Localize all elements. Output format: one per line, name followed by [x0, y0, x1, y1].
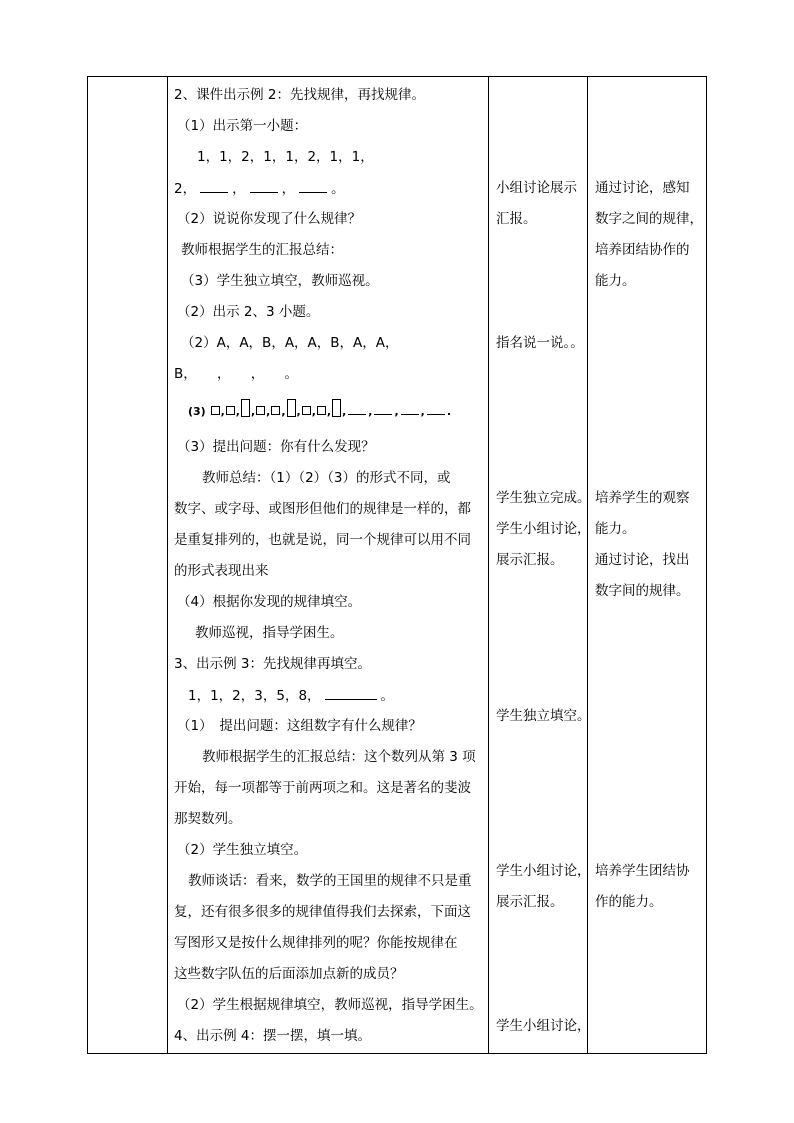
text-line: （2）学生独立填空。	[177, 842, 308, 858]
text-line: 写图形又是按什么规律排列的呢？你能按规律在	[174, 935, 458, 951]
small-square-icon	[226, 406, 235, 415]
text-line: 能力。	[595, 521, 636, 537]
text-line: 的形式表现出来	[174, 563, 269, 579]
fill-blank-line	[188, 687, 394, 704]
text-line: B， ， ， 。	[174, 366, 299, 382]
text-line: （2）说说你发现了什么规律？	[177, 211, 362, 227]
small-square-icon	[271, 406, 280, 415]
text-fragment: 2，	[174, 181, 197, 197]
text-line: 复，还有很多很多的规律值得我们去探索，下面这	[174, 904, 471, 920]
small-square-icon	[211, 406, 220, 415]
text-line: 4、出示例 4：摆一摆，填一填。	[174, 1028, 371, 1044]
text-line: 数字、或字母、或图形但他们的规律是一样的，都	[174, 501, 471, 517]
text-line: 培养学生团结协	[595, 863, 690, 879]
text-line: （4）根据你发现的规律填空。	[177, 594, 362, 610]
text-line: 培养团结协作的	[595, 242, 690, 258]
text-line: 通过讨论，感知	[595, 180, 690, 196]
text-line: 指名说一说。。	[496, 335, 584, 351]
tall-rectangle-icon	[332, 399, 341, 417]
text-line: （3）提出问题：你有什么发现？	[177, 439, 375, 455]
text-fragment: (3)	[188, 405, 206, 418]
text-line: 学生小组讨论，	[496, 863, 591, 879]
text-fragment: 。	[331, 181, 345, 197]
text-line: 那契数列。	[174, 811, 242, 827]
blank	[401, 402, 419, 415]
text-line: 学生小组讨论，	[496, 1018, 591, 1034]
text-fragment: ，	[232, 181, 246, 197]
text-line: （2）学生根据规律填空，教师巡视，指导学困生。	[177, 997, 483, 1013]
text-line: 这些数字队伍的后面添加点新的成员？	[174, 966, 404, 982]
text-fragment: ，	[281, 181, 296, 197]
text-line: （2）A，A，B，A，A，B，A，A，	[181, 335, 399, 351]
text-line: 1，1，2，1，1，2，1，1，	[197, 149, 374, 165]
text-line: 学生独立完成。	[496, 490, 591, 506]
text-line: 能力。	[595, 273, 636, 289]
column-divider	[587, 77, 588, 1053]
text-line: 教师谈话：看来，数学的王国里的规律不只是重	[188, 873, 472, 889]
lesson-table	[87, 76, 707, 1054]
text-line: 数字间的规律。	[595, 583, 690, 599]
text-line: 小组讨论展示	[496, 180, 577, 196]
text-line: 通过讨论，找出	[595, 552, 690, 568]
text-line: 培养学生的观察	[595, 490, 690, 506]
blank	[427, 402, 445, 415]
text-fragment: 1，1，2，3，5，8，	[188, 688, 321, 704]
column-divider	[488, 77, 489, 1053]
blank	[200, 180, 228, 193]
text-line: 教师总结：（1）（2）（3）的形式不同，或	[202, 470, 451, 486]
small-square-icon	[256, 406, 265, 415]
tall-rectangle-icon	[241, 399, 250, 417]
text-line: 教师根据学生的汇报总结：这个数列从第 3 项	[202, 749, 476, 765]
text-line: 展示汇报。	[496, 894, 564, 910]
blank	[348, 402, 366, 415]
text-fragment: 。	[380, 688, 395, 704]
blank	[325, 687, 377, 700]
text-line: 是重复排列的，也就是说，同一个规律可以用不同	[174, 532, 471, 548]
text-line: 教师巡视，指导学困生。	[195, 625, 344, 641]
text-line: 开始，每一项都等于前两项之和。这是著名的斐波	[174, 780, 471, 796]
small-square-icon	[317, 406, 326, 415]
fill-blank-line	[174, 180, 345, 197]
blank	[250, 180, 278, 193]
text-line: （1）出示第一小题：	[177, 118, 308, 134]
column-divider	[167, 77, 168, 1053]
text-line: 学生小组讨论，	[496, 521, 591, 537]
shape-sequence-line: (3) , , , , , , , , , , , , .	[188, 399, 451, 420]
blank	[374, 402, 392, 415]
text-line: （3）学生独立填空，教师巡视。	[181, 273, 379, 289]
text-line: （2）出示 2、3 小题。	[177, 304, 320, 320]
text-line: 学生独立填空。	[496, 708, 591, 724]
text-line: 作的能力。	[595, 894, 663, 910]
small-square-icon	[302, 406, 311, 415]
text-line: （1） 提出问题：这组数字有什么规律？	[177, 718, 422, 734]
text-line: 教师根据学生的汇报总结：	[181, 242, 343, 258]
text-line: 数字之间的规律，	[595, 211, 703, 227]
text-line: 3、出示例 3：先找规律再填空。	[174, 656, 371, 672]
blank	[299, 180, 327, 193]
text-line: 汇报。	[496, 211, 537, 227]
text-line: 2、课件出示例 2：先找规律，再找规律。	[174, 87, 425, 103]
text-line: 展示汇报。	[496, 552, 564, 568]
tall-rectangle-icon	[287, 399, 296, 417]
